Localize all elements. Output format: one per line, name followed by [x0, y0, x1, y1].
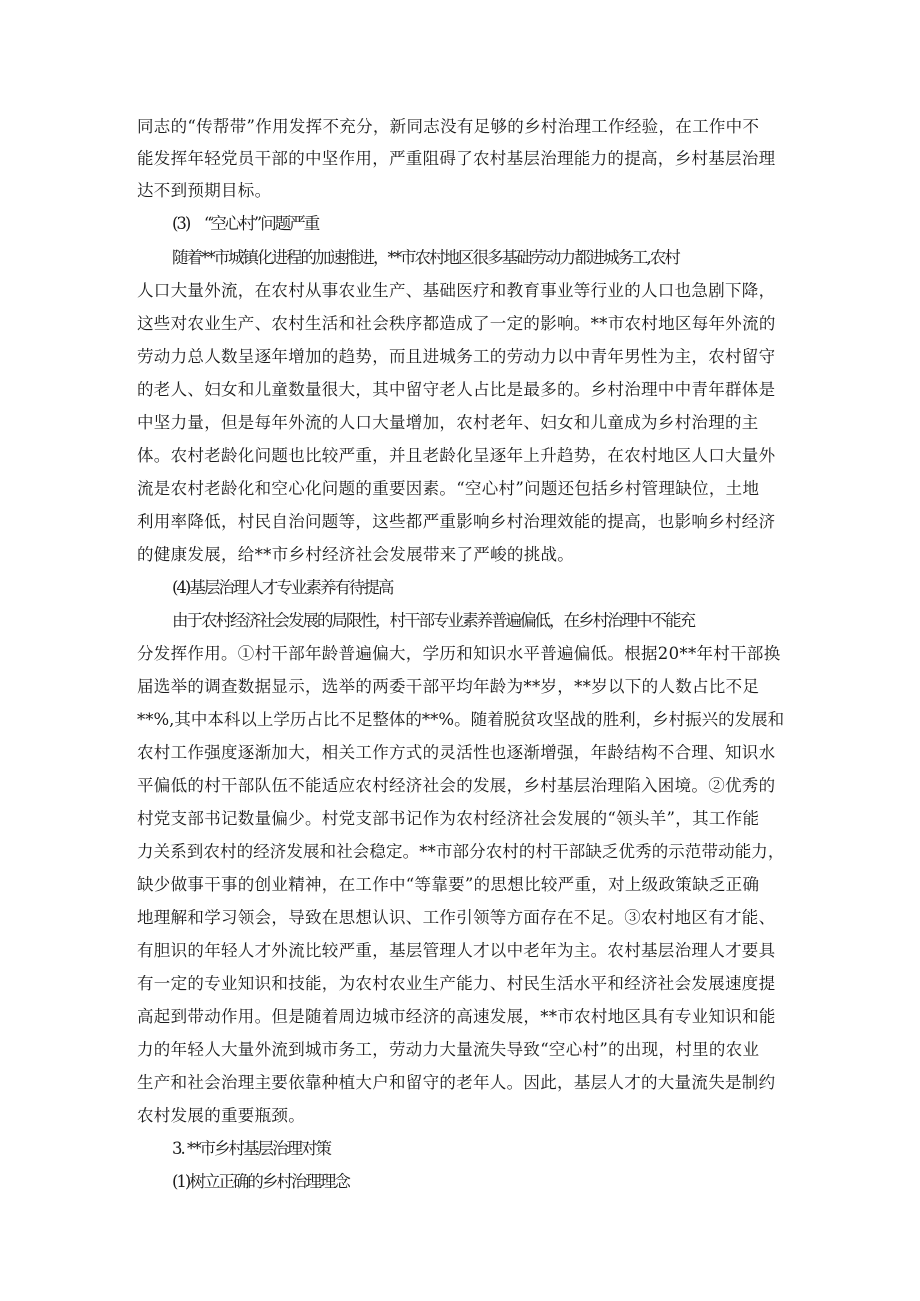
body-line: 人口大量外流，在农村从事农业生产、基础医疗和教育事业等行业的人口也急剧下降， [137, 281, 776, 300]
body-line: 力关系到农村的经济发展和社会稳定。**市部分农村的村干部缺乏优秀的示范带动能力， [137, 842, 785, 861]
body-line: 的健康发展，给**市乡村经济社会发展带来了严峻的挑战。 [137, 545, 575, 564]
body-line: 分发挥作用。①村干部年龄普遍偏大，学历和知识水平普遍偏低。根据20**年村干部换 [137, 644, 781, 663]
body-line: 这些对农业生产、农村生活和社会秩序都造成了一定的影响。**市农村地区每年外流的 [137, 314, 776, 333]
body-line: 农村工作强度逐渐加大，相关工作方式的灵活性也逐渐增强，年龄结构不合理、知识水 [137, 743, 776, 762]
body-line: 的老人、妇女和儿童数量很大，其中留守老人占比是最多的。乡村治理中中青年群体是 [137, 380, 776, 399]
body-line: 体。农村老龄化问题也比较严重，并且老龄化呈逐年上升趋势，在农村地区人口大量外 [137, 446, 776, 465]
body-line: 有一定的专业知识和技能，为农村农业生产能力、村民生活水平和经济社会发展速度提 [137, 974, 776, 993]
body-line: 农村发展的重要瓶颈。 [137, 1106, 305, 1125]
body-line: 达不到预期目标。 [137, 181, 272, 200]
section-heading: (1)树立正确的乡村治理理念 [172, 1172, 349, 1191]
section-heading: (4)基层治理人才专业素养有待提高 [172, 578, 393, 597]
body-line: 能发挥年轻党员干部的中坚作用，严重阻碍了农村基层治理能力的提高，乡村基层治理 [137, 149, 776, 168]
body-line: 力的年轻人大量外流到城市务工，劳动力大量流失导致“空心村”的出现，村里的农业 [137, 1040, 760, 1059]
body-line: 村党支部书记数量偏少。村党支部书记作为农村经济社会发展的“领头羊”，其工作能 [137, 809, 760, 828]
body-line: 高起到带动作用。但是随着周边城市经济的高速发展，**市农村地区具有专业知识和能 [137, 1007, 776, 1026]
body-line: 地理解和学习领会，导致在思想认识、工作引领等方面存在不足。③农村地区有才能、 [137, 908, 776, 927]
body-line: 由于农村经济社会发展的局限性，村干部专业素养普遍偏低，在乡村治理中不能充 [172, 611, 694, 630]
body-line: **%,其中本科以上学历占比不足整体的**%。随着脱贫攻坚战的胜利，乡村振兴的发展和 [137, 710, 785, 729]
body-line: 随着**市城镇化进程的加速推进，**市农村地区很多基础劳动力都进城务工,农村 [172, 248, 679, 267]
body-line: 生产和社会治理主要依靠种植大户和留守的老年人。因此，基层人才的大量流失是制约 [137, 1073, 776, 1092]
body-line: 劳动力总人数呈逐年增加的趋势，而且进城务工的劳动力以中青年男性为主，农村留守 [137, 347, 776, 366]
body-line: 平偏低的村干部队伍不能适应农村经济社会的发展，乡村基层治理陷入困境。②优秀的 [137, 776, 776, 795]
body-line: 中坚力量，但是每年外流的人口大量增加，农村老年、妇女和儿童成为乡村治理的主 [137, 413, 759, 432]
body-line: 届选举的调查数据显示，选举的两委干部平均年龄为**岁，**岁以下的人数占比不足 [137, 677, 760, 696]
section-heading: (3) “空心村”问题严重 [172, 214, 319, 233]
body-line: 缺少做事干事的创业精神，在工作中“等靠要”的思想比较严重，对上级政策缺乏正确 [137, 875, 760, 894]
body-line: 流是农村老龄化和空心化问题的重要因素。“空心村”问题还包括乡村管理缺位，土地 [137, 479, 760, 498]
section-heading: 3. **市乡村基层治理对策 [172, 1139, 330, 1158]
body-line: 有胆识的年轻人才外流比较严重，基层管理人才以中老年为主。农村基层治理人才要具 [137, 941, 776, 960]
body-line: 同志的“传帮带”作用发挥不充分，新同志没有足够的乡村治理工作经验，在工作中不 [137, 117, 760, 136]
body-line: 利用率降低，村民自治问题等，这些都严重影响乡村治理效能的提高，也影响乡村经济 [137, 512, 776, 531]
